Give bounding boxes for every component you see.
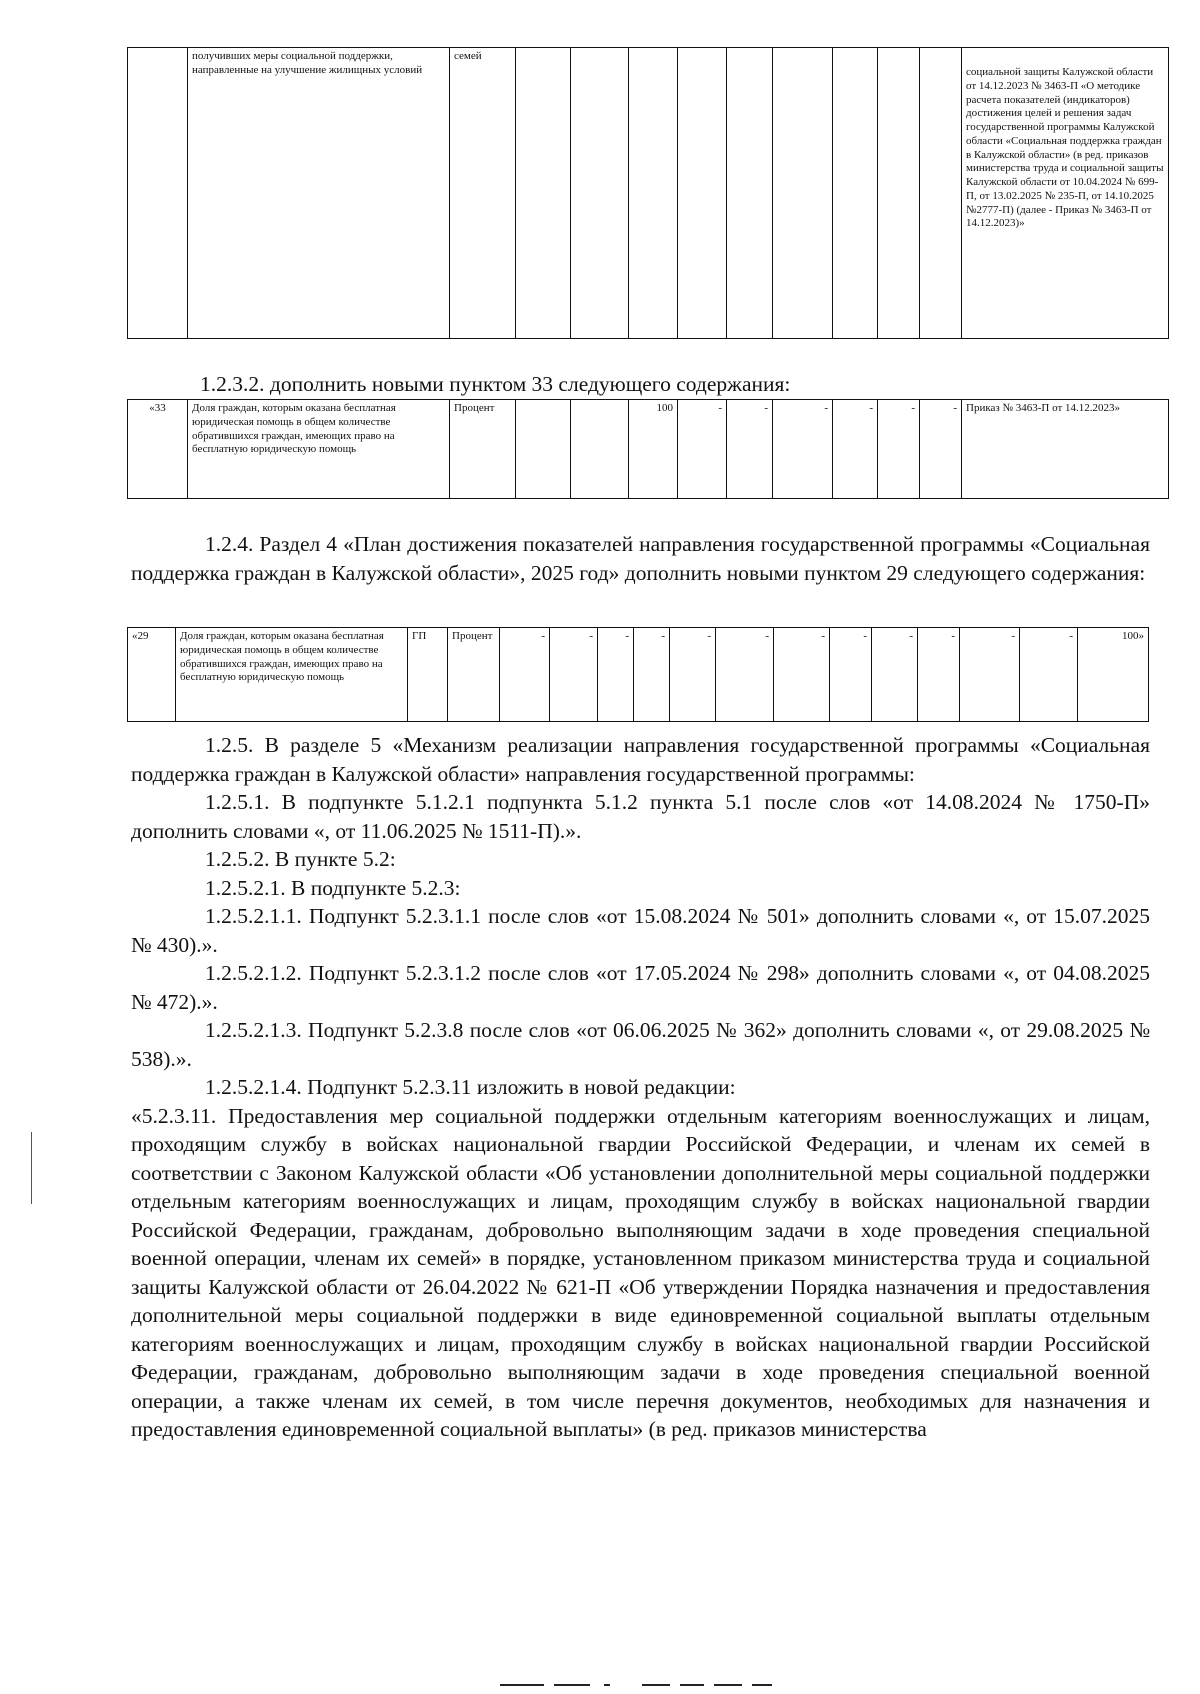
- plan-table-item-29: [127, 627, 1149, 722]
- paragraph-1251: 1.2.5.1. В подпункте 5.1.2.1 подпункта 5.1.2 пункта 5.1 после слов «от 14.08.2024 № 1750-П» дополнить словами «, от 11.06.2025 № 1511-П).».: [131, 790, 1150, 843]
- table-cell-dash: -: [727, 400, 773, 499]
- table-cell-source-document: Приказ № 3463-П от 14.12.2023»: [962, 400, 1169, 499]
- table-cell-dash: -: [678, 400, 727, 499]
- table-cell-dash: -: [598, 628, 634, 722]
- table-cell-dash: -: [920, 400, 962, 499]
- paragraph-125213: 1.2.5.2.1.3. Подпункт 5.2.3.8 после слов «от 06.06.2025 № 362» дополнить словами «, от 29.08.2025 № 538).».: [131, 1018, 1150, 1071]
- table-cell-dash: -: [550, 628, 598, 722]
- table-cell-indicator-name: получивших меры социальной поддержки, направленные на улучшение жилищных условий: [188, 48, 450, 339]
- table-cell-indicator-name: Доля граждан, которым оказана бесплатная юридическая помощь в общем количестве обратившихся граждан, имеющих право на бесплатную юридическую помощь: [176, 628, 408, 722]
- table-cell-indicator-name: Доля граждан, которым оказана бесплатная юридическая помощь в общем количестве обратившихся граждан, имеющих право на бесплатную юридическую помощь: [188, 400, 450, 499]
- table-cell: [833, 48, 878, 339]
- table-cell-number: «29: [128, 628, 176, 722]
- table-cell: [773, 48, 833, 339]
- table-cell-dash: -: [716, 628, 774, 722]
- table-cell: [629, 48, 678, 339]
- table-cell-number: [128, 48, 188, 339]
- table-cell-dash: -: [773, 400, 833, 499]
- paragraph-125211: 1.2.5.2.1.1. Подпункт 5.2.3.1.1 после слов «от 15.08.2024 № 501» дополнить словами «, от 15.07.2025 № 430).».: [131, 904, 1150, 957]
- indicators-table-item-33: [127, 399, 1169, 499]
- table-cell-dash: -: [500, 628, 550, 722]
- table-cell-level: ГП: [408, 628, 448, 722]
- paragraph-12521: 1.2.5.2.1. В подпункте 5.2.3:: [205, 875, 461, 900]
- table-cell-dash: -: [1020, 628, 1078, 722]
- table-cell-dash: -: [960, 628, 1020, 722]
- table-cell-dash: -: [634, 628, 670, 722]
- scan-margin-mark: [31, 1132, 32, 1204]
- paragraph-125: 1.2.5. В разделе 5 «Механизм реализации направления государственной программы «Социальная поддержка граждан в Калужской области» направления государственной программы:: [131, 733, 1150, 786]
- table-cell: [516, 400, 571, 499]
- table-cell-dash: -: [872, 628, 918, 722]
- table-cell: [571, 400, 629, 499]
- table-cell-dash: -: [774, 628, 830, 722]
- paragraph-1252: 1.2.5.2. В пункте 5.2:: [205, 847, 396, 871]
- table-cell-number: «33: [128, 400, 188, 499]
- table-cell: [678, 48, 727, 339]
- table-cell: [920, 48, 962, 339]
- table-cell: [516, 48, 571, 339]
- table-cell-unit: Процент: [448, 628, 500, 722]
- table-cell-dash: -: [878, 400, 920, 499]
- table-cell: [727, 48, 773, 339]
- body-text: [131, 731, 1150, 1444]
- paragraph-text: 1.2.4. Раздел 4 «План достижения показателей направления государственной программы «Социальная поддержка граждан в Калужской области», 2025 год» дополнить новыми пунктом 29 следующего содержания:: [131, 532, 1150, 585]
- table-cell-dash: -: [830, 628, 872, 722]
- paragraph-125212: 1.2.5.2.1.2. Подпункт 5.2.3.1.2 после слов «от 17.05.2024 № 298» дополнить словами «, от 04.08.2025 № 472).».: [131, 961, 1150, 1014]
- table-cell-source-document: социальной защиты Калужской области от 14.12.2023 № 3463-П «О методике расчета показателей (индикаторов) достижения целей и решения задач государственной программы Калужской области «Социальная поддержка граждан в Калужской области» (в ред. приказов министерства труда и социальной защиты Калужской области от 10.04.2024 № 699-П, от 13.02.2025 № 235-П, от 14.10.2025 №2777-П) (далее - Приказ № 3463-П от 14.12.2023)»: [962, 48, 1169, 339]
- table-cell-dash: -: [670, 628, 716, 722]
- table-cell-unit: Процент: [450, 400, 516, 499]
- table-cell: [571, 48, 629, 339]
- table-cell-final-value: 100»: [1078, 628, 1149, 722]
- section-heading-1232: 1.2.3.2. дополнить новыми пунктом 33 следующего содержания:: [200, 372, 791, 396]
- paragraph-125214: 1.2.5.2.1.4. Подпункт 5.2.3.11 изложить в новой редакции:: [205, 1075, 736, 1099]
- paragraph-124: [131, 530, 1150, 587]
- paragraph-52311-new-text: «5.2.3.11. Предоставления мер социальной поддержки отдельным категориям военнослужащих и лицам, проходящим службу в войсках национальной гвардии Российской Федерации, и членам их семей в соответствии с Законом Калужской области «Об установлении дополнительной меры социальной поддержки отдельным категориям военнослужащих и лицам, проходящим службу в войсках национальной гвардии Российской Федерации, гражданам, добровольно выполняющим задачи в ходе проведения специальной военной операции, членам их семей» в порядке, установленном приказом министерства труда и социальной защиты Калужской области от 26.04.2022 № 621-П «Об утверждении Порядка назначения и предоставления дополнительной меры социальной поддержки в виде единовременной социальной выплаты отдельным категориям военнослужащих и лицам, проходящим службу в войсках национальной гвардии Российской Федерации, гражданам, добровольно выполняющим задачи в ходе проведения специальной военной операции, а также членам их семей, в том числе перечня документов, необходимых для назначения и предоставления единовременной социальной выплаты» (в ред. приказов министерства: [131, 1103, 1150, 1441]
- scan-footer-marks: [500, 1684, 780, 1688]
- table-cell-dash: -: [918, 628, 960, 722]
- indicators-table-continuation: [127, 47, 1169, 339]
- table-cell-unit: семей: [450, 48, 516, 339]
- table-cell-dash: -: [833, 400, 878, 499]
- table-cell-value: 100: [629, 400, 678, 499]
- table-cell: [878, 48, 920, 339]
